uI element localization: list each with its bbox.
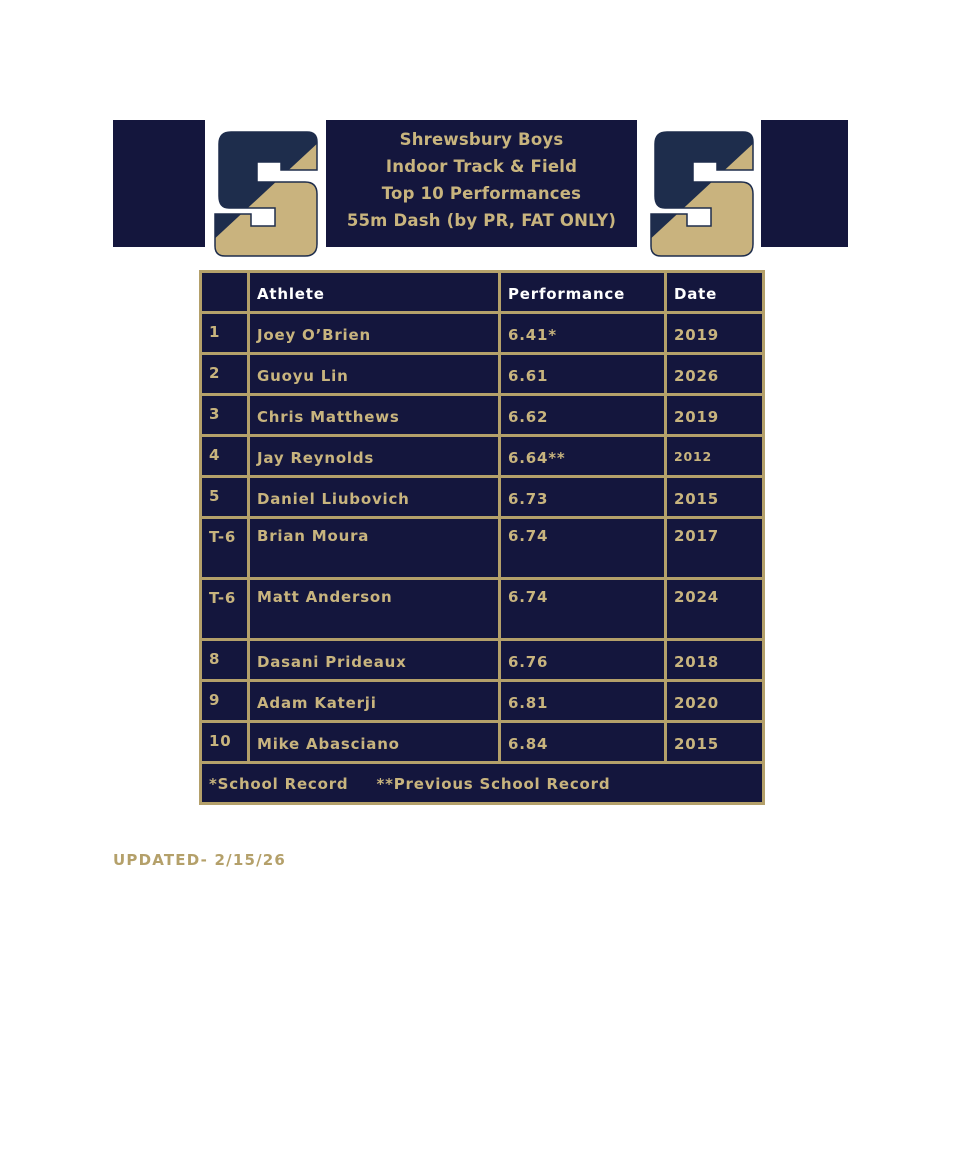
header-banner [113, 120, 848, 247]
header-performance: Performance [500, 272, 666, 313]
footnote-cell [201, 763, 764, 804]
table-row [201, 313, 764, 354]
table-row [201, 477, 764, 518]
performance-cell: 6.76 [500, 640, 666, 681]
performance-cell: 6.62 [500, 395, 666, 436]
rank-cell: 5 [201, 477, 249, 518]
rank-cell: 3 [201, 395, 249, 436]
top-10-table [199, 270, 765, 805]
performance-cell: 6.73 [500, 477, 666, 518]
date-cell: 2018 [666, 640, 764, 681]
rank-cell: 1 [201, 313, 249, 354]
shrewsbury-s-logo-left [209, 126, 321, 264]
banner-bar-right [761, 120, 848, 247]
athlete-cell: Joey O’Brien [249, 313, 500, 354]
athlete-cell: Mike Abasciano [249, 722, 500, 763]
banner-line-list: Top 10 Performances [381, 184, 582, 203]
athlete-cell: Jay Reynolds [249, 436, 500, 477]
date-cell: 2015 [666, 477, 764, 518]
performance-cell: 6.84 [500, 722, 666, 763]
performance-cell: 6.64** [500, 436, 666, 477]
table-row [201, 579, 764, 640]
rank-cell: 10 [201, 722, 249, 763]
rank-cell: 4 [201, 436, 249, 477]
athlete-cell: Daniel Liubovich [249, 477, 500, 518]
rank-cell: 8 [201, 640, 249, 681]
athlete-cell: Brian Moura [249, 518, 500, 579]
table-row [201, 518, 764, 579]
table-row [201, 354, 764, 395]
header-athlete: Athlete [249, 272, 500, 313]
performance-cell: 6.74 [500, 579, 666, 640]
rank-cell: 9 [201, 681, 249, 722]
table-header-row [201, 272, 764, 313]
footnote-school-record: *School Record [209, 775, 349, 793]
date-cell: 2024 [666, 579, 764, 640]
athlete-cell: Guoyu Lin [249, 354, 500, 395]
shrewsbury-s-logo-right [645, 126, 757, 264]
date-cell: 2019 [666, 313, 764, 354]
rank-cell: 2 [201, 354, 249, 395]
date-cell: 2015 [666, 722, 764, 763]
performance-cell: 6.74 [500, 518, 666, 579]
footnote-previous-record: **Previous School Record [376, 775, 611, 793]
rank-cell: T-6 [201, 518, 249, 579]
athlete-cell: Dasani Prideaux [249, 640, 500, 681]
performance-cell: 6.41* [500, 313, 666, 354]
athlete-cell: Chris Matthews [249, 395, 500, 436]
header-date: Date [666, 272, 764, 313]
athlete-cell: Adam Katerji [249, 681, 500, 722]
date-cell: 2020 [666, 681, 764, 722]
table-row [201, 640, 764, 681]
performance-cell: 6.81 [500, 681, 666, 722]
updated-date: UPDATED- 2/15/26 [113, 851, 287, 869]
footnote-row [201, 763, 764, 804]
table-row [201, 395, 764, 436]
banner-title [326, 126, 637, 234]
date-cell: 2026 [666, 354, 764, 395]
banner-line-event: 55m Dash (by PR, FAT ONLY) [346, 211, 617, 230]
performance-cell: 6.61 [500, 354, 666, 395]
date-cell: 2012 [666, 436, 764, 477]
banner-line-school: Shrewsbury Boys [399, 130, 564, 149]
header-rank [201, 272, 249, 313]
table-row [201, 681, 764, 722]
date-cell: 2017 [666, 518, 764, 579]
athlete-cell: Matt Anderson [249, 579, 500, 640]
table-row [201, 722, 764, 763]
date-cell: 2019 [666, 395, 764, 436]
rank-cell: T-6 [201, 579, 249, 640]
table-row [201, 436, 764, 477]
banner-bar-left [113, 120, 205, 247]
banner-line-sport: Indoor Track & Field [385, 157, 578, 176]
